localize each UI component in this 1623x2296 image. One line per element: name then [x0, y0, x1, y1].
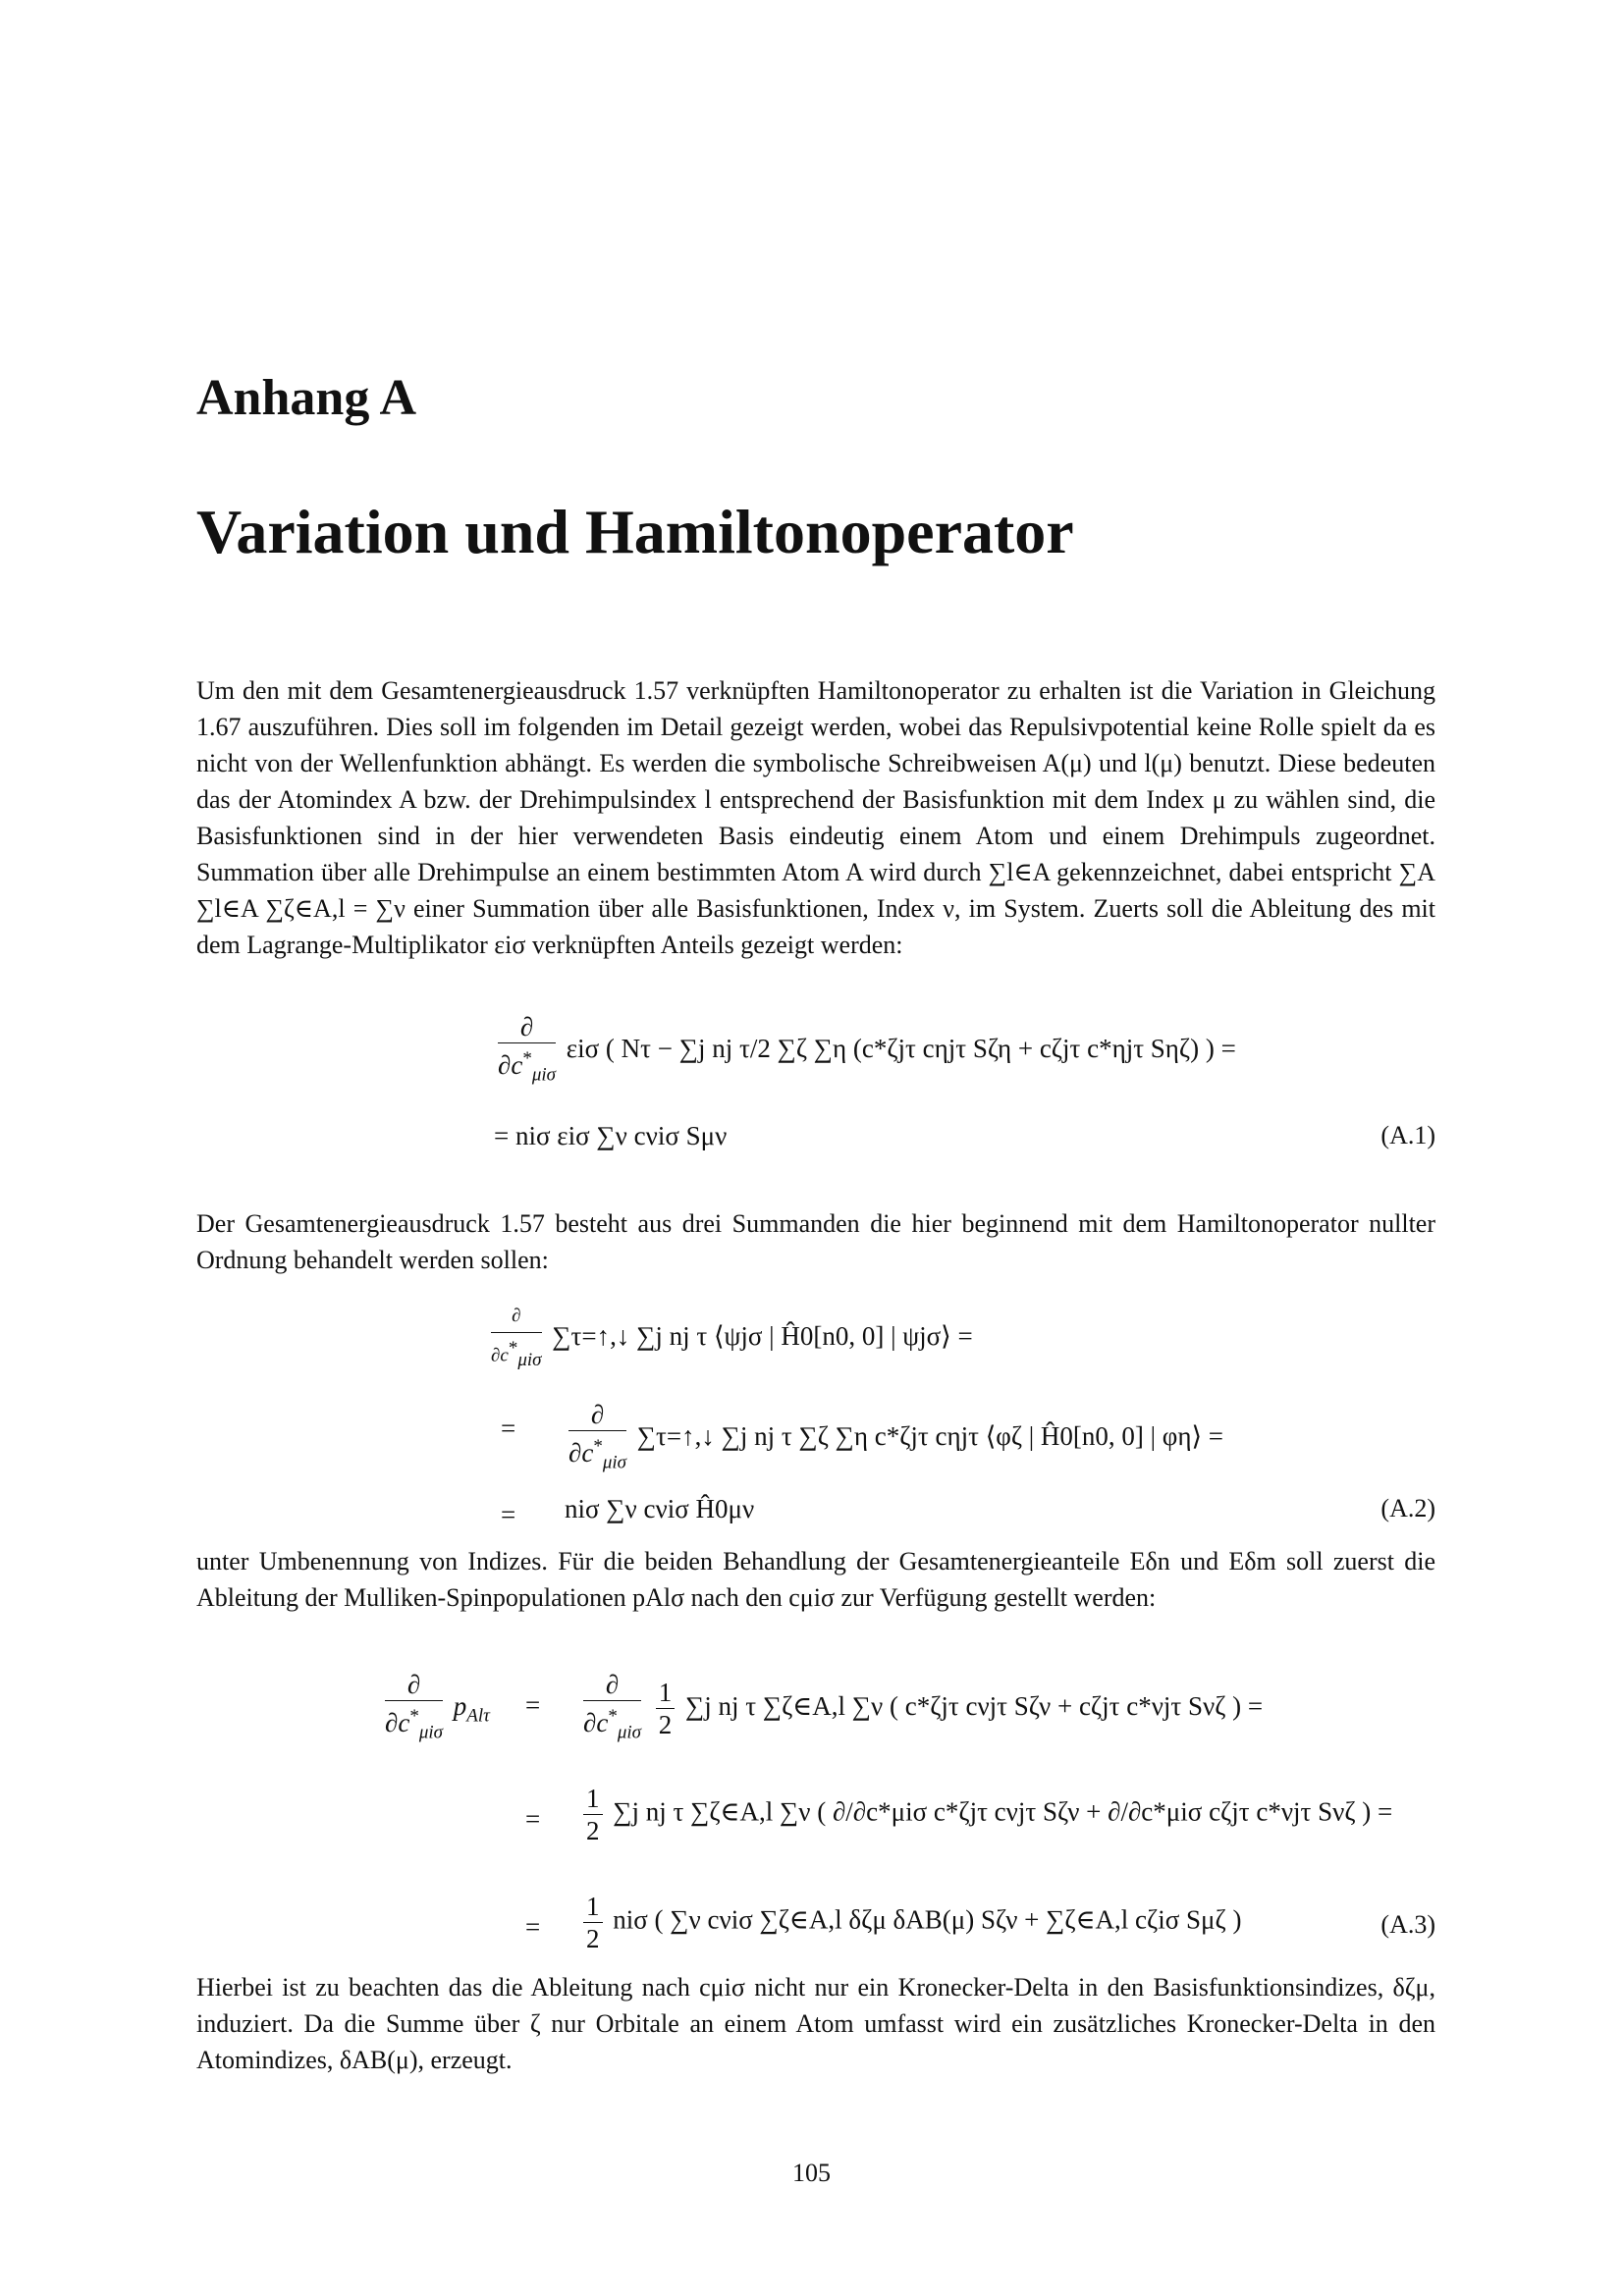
chapter-title: Variation und Hamiltonoperator [196, 497, 1074, 566]
equation-a3-line2: $\frac{1}{2}$ ∑j nj τ ∑ζ∈A,l ∑ν ( ∂/∂c*μiσ c*ζjτ cνjτ Sζν + ∂/∂c*μiσ cζjτ c*νjτ Sνζ ) = [579, 1783, 1392, 1846]
equation-a3-line1-text: ∑j nj τ ∑ζ∈A,l ∑ν ( c*ζjτ cνjτ Sζν + cζjτ c*νjτ Sνζ ) = [685, 1690, 1264, 1721]
paragraph-hamilton: Der Gesamtenergieausdruck 1.57 besteht aus drei Summanden die hier beginnend mit dem Hamiltonoperator nullter Ordnung behandelt werden sollen: [196, 1209, 1435, 1274]
equals-sign: = [501, 1414, 516, 1443]
equation-a2-line3: niσ ∑ν cνiσ Ĥ0μν [565, 1494, 755, 1523]
equation-a3-line1: $\frac{\partial}{\partial c^*_{\mu i\sigma}}$ $\frac{1}{2}$ ∑j nj τ ∑ζ∈A,l ∑ν ( c*ζjτ cνjτ Sζν + cζjτ c*νjτ Sνζ ) = [583, 1670, 1264, 1743]
equals-sign: = [525, 1690, 541, 1720]
chapter-label: Anhang A [196, 370, 416, 426]
paragraph-intro: Um den mit dem Gesamtenergieausdruck 1.57 verknüpften Hamiltonoperator zu erhalten ist die Variation in Gleichung 1.67 auszuführen. Dies soll im folgenden im Detail gezeigt werden, wobei das Repulsivpotential keine Rolle spielt da es nicht von der Wellenfunktion abhängt. Es werden die symbolische Schreibweisen A(μ) und l(μ) benutzt. Diese bedeuten das der Atomindex A bzw. der Drehimpulsindex l entsprechend der Basisfunktion mit dem Index μ zu wählen sind, die Basisfunktionen sind in der hier verwendeten Basis eindeutig einem Atom und einem Drehimpuls zugeordnet. Summation über alle Drehimpulse an einem bestimmten Atom A wird durch ∑l∈A gekennzeichnet, dabei entspricht ∑A ∑l∈A ∑ζ∈A,l = ∑ν einer Summation über alle Basisfunktionen, Index ν, im System. Zuerts soll die Ableitung des mit dem Lagrange-Multiplikator εiσ verknüpften Anteils gezeigt werden: [196, 676, 1435, 959]
equation-a2-line2: $\frac{\partial}{\partial c^*_{\mu i\sigma}}$ ∑τ=↑,↓ ∑j nj τ ∑ζ ∑η c*ζjτ cηjτ ⟨φζ | Ĥ0[n0, 0] | φη⟩ = [568, 1400, 1224, 1473]
equation-number-a2: (A.2) [1380, 1494, 1435, 1522]
equals-sign: = [525, 1804, 541, 1834]
paragraph-kronecker: Hierbei ist zu beachten das die Ableitung nach cμiσ nicht nur ein Kronecker-Delta in den Basisfunktionsindizes, δζμ, induziert. Da die Summe über ζ nur Orbitale an einem Atom umfasst wird ein zusätzliches Kronecker-Delta in den Atomindizes, δAB(μ), erzeugt. [196, 1973, 1435, 2074]
equation-number-a3: (A.3) [1380, 1910, 1435, 1939]
page-number: 105 [792, 2159, 831, 2187]
equation-a1-line2: = niσ εiσ ∑ν cνiσ Sμν [494, 1121, 728, 1150]
paragraph-mulliken: unter Umbenennung von Indizes. Für die beiden Behandlung der Gesamtenergieanteile Eδn und Eδm soll zuerst die Ableitung der Mulliken-Spinpopulationen pAlσ nach den cμiσ zur Verfügung gestellt werden: [196, 1547, 1435, 1612]
equation-a2-line2-text: ∑τ=↑,↓ ∑j nj τ ∑ζ ∑η c*ζjτ cηjτ ⟨φζ | Ĥ0[n0, 0] | φη⟩ = [636, 1420, 1224, 1451]
equation-number-a1: (A.1) [1380, 1121, 1435, 1149]
equation-a3-line2-text: ∑j nj τ ∑ζ∈A,l ∑ν ( ∂/∂c*μiσ c*ζjτ cνjτ Sζν + ∂/∂c*μiσ cζjτ c*νjτ Sνζ ) = [613, 1796, 1393, 1827]
equation-a1-line1: $\frac{\partial}{\partial c^*_{\mu i\sigma}}$ εiσ ( Nτ − ∑j nj τ/2 ∑ζ ∑η (c*ζjτ cηjτ Sζη + cζjτ c*ηjτ Sηζ) ) = [498, 1012, 1236, 1086]
equation-a3-line3-text: niσ ( ∑ν cνiσ ∑ζ∈A,l δζμ δAB(μ) Sζν + ∑ζ∈A,l cζiσ Sμζ ) [613, 1904, 1242, 1935]
equals-sign: = [525, 1912, 541, 1942]
equation-a1-line1-text: εiσ ( Nτ − ∑j nj τ/2 ∑ζ ∑η (c*ζjτ cηjτ Sζη + cζjτ c*ηjτ Sηζ) ) = [566, 1033, 1236, 1063]
equation-a3-line3: $\frac{1}{2}$ niσ ( ∑ν cνiσ ∑ζ∈A,l δζμ δAB(μ) Sζν + ∑ζ∈A,l cζiσ Sμζ ) [579, 1891, 1241, 1954]
equals-sign: = [501, 1500, 516, 1529]
equation-a3-lhs: $\frac{\partial}{\partial c^*_{\mu i\sigma}}$ $p_{Al\tau}$ [385, 1670, 490, 1743]
equation-a2-line1: $\frac{\partial}{\text{∂c*μiσ}}$ ∑τ=↑,↓ ∑j nj τ ⟨ψjσ | Ĥ0[n0, 0] | ψjσ⟩ = [487, 1301, 973, 1376]
equation-a2-line1-text: ∑τ=↑,↓ ∑j nj τ ⟨ψjσ | Ĥ0[n0, 0] | ψjσ⟩ = [552, 1320, 973, 1351]
